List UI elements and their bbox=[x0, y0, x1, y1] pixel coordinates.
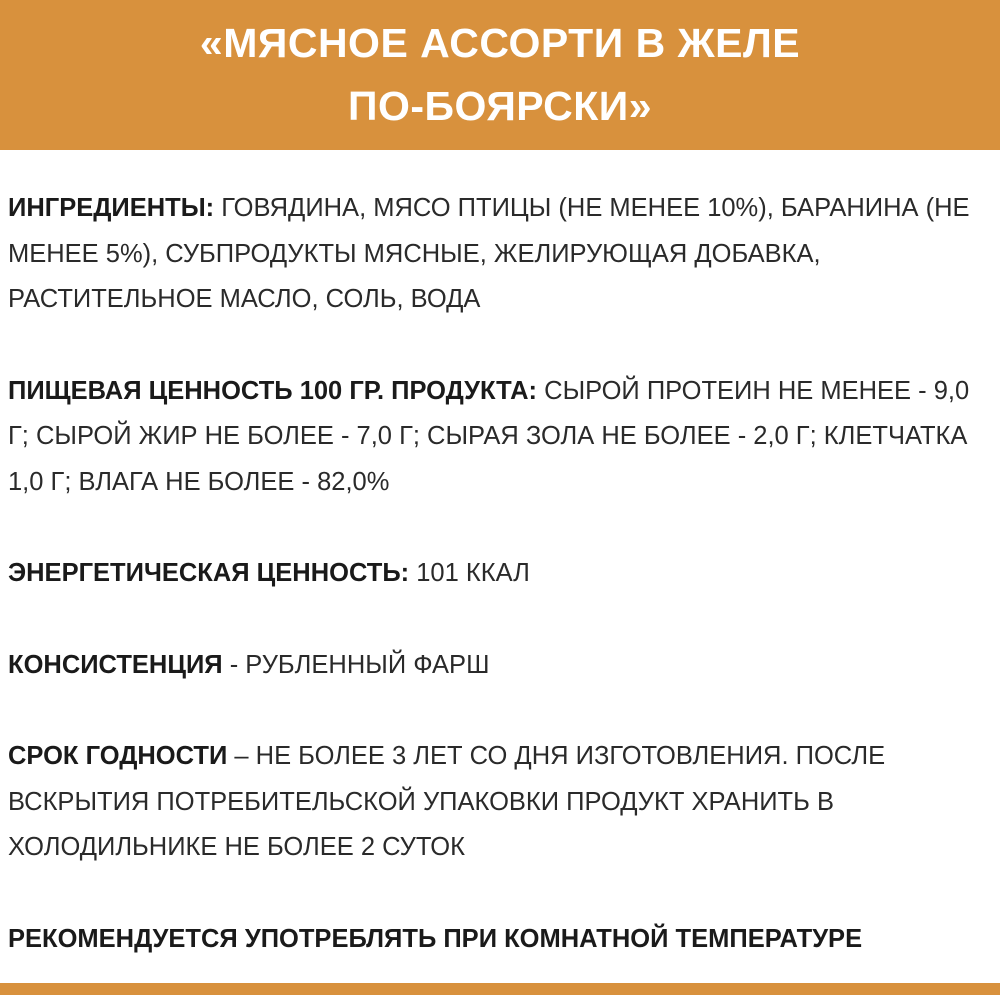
recommendation-text: РЕКОМЕНДУЕТСЯ УПОТРЕБЛЯТЬ ПРИ КОМНАТНОЙ ТЕМПЕРАТУРЕ bbox=[8, 924, 863, 953]
ingredients-label: ИНГРЕДИЕНТЫ: bbox=[8, 194, 215, 222]
product-info bbox=[8, 186, 992, 1008]
footer-accent-bar bbox=[0, 983, 1000, 995]
energy-section bbox=[8, 551, 992, 597]
product-title-line-2: ПО-БОЯРСКИ» bbox=[347, 83, 653, 129]
shelf-life-label: СРОК ГОДНОСТИ bbox=[8, 742, 228, 770]
title-banner bbox=[0, 0, 1000, 150]
ingredients-section bbox=[8, 186, 992, 323]
nutrition-label: ПИЩЕВАЯ ЦЕННОСТЬ 100 ГР. ПРОДУКТА: bbox=[8, 376, 538, 405]
shelf-life-value: – НЕ БОЛЕЕ 3 ЛЕТ СО ДНЯ ИЗГОТОВЛЕНИЯ. ПОСЛЕ ВСКРЫТИЯ ПОТРЕБИТЕЛЬСКОЙ УПАКОВКИ ПРОДУКТ ХРАНИТЬ В ХОЛОДИЛЬНИКЕ НЕ БОЛЕЕ 2 СУТОК bbox=[8, 742, 886, 861]
shelf-life-section bbox=[8, 734, 992, 871]
energy-value: 101 ККАЛ bbox=[409, 559, 530, 587]
consistency-section bbox=[8, 643, 992, 689]
consistency-value: - РУБЛЕННЫЙ ФАРШ bbox=[222, 650, 490, 679]
nutrition-section bbox=[8, 369, 992, 506]
product-title-line-1: «МЯСНОЕ АССОРТИ В ЖЕЛЕ bbox=[199, 20, 801, 66]
nutrition-value: СЫРОЙ ПРОТЕИН НЕ МЕНЕЕ - 9,0 Г; СЫРОЙ ЖИР НЕ БОЛЕЕ - 7,0 Г; СЫРАЯ ЗОЛА НЕ БОЛЕЕ - 2,0 Г; КЛЕТЧАТКА 1,0 Г; ВЛАГА НЕ БОЛЕЕ - 82,0% bbox=[8, 376, 970, 496]
ingredients-value: ГОВЯДИНА, МЯСО ПТИЦЫ (НЕ МЕНЕЕ 10%), БАРАНИНА (НЕ МЕНЕЕ 5%), СУБПРОДУКТЫ МЯСНЫЕ, ЖЕЛИРУЮЩАЯ ДОБАВКА, РАСТИТЕЛЬНОЕ МАСЛО, СОЛЬ, ВОДА bbox=[8, 194, 970, 313]
energy-label: ЭНЕРГЕТИЧЕСКАЯ ЦЕННОСТЬ: bbox=[8, 559, 410, 587]
consistency-label: КОНСИСТЕНЦИЯ bbox=[8, 650, 223, 679]
